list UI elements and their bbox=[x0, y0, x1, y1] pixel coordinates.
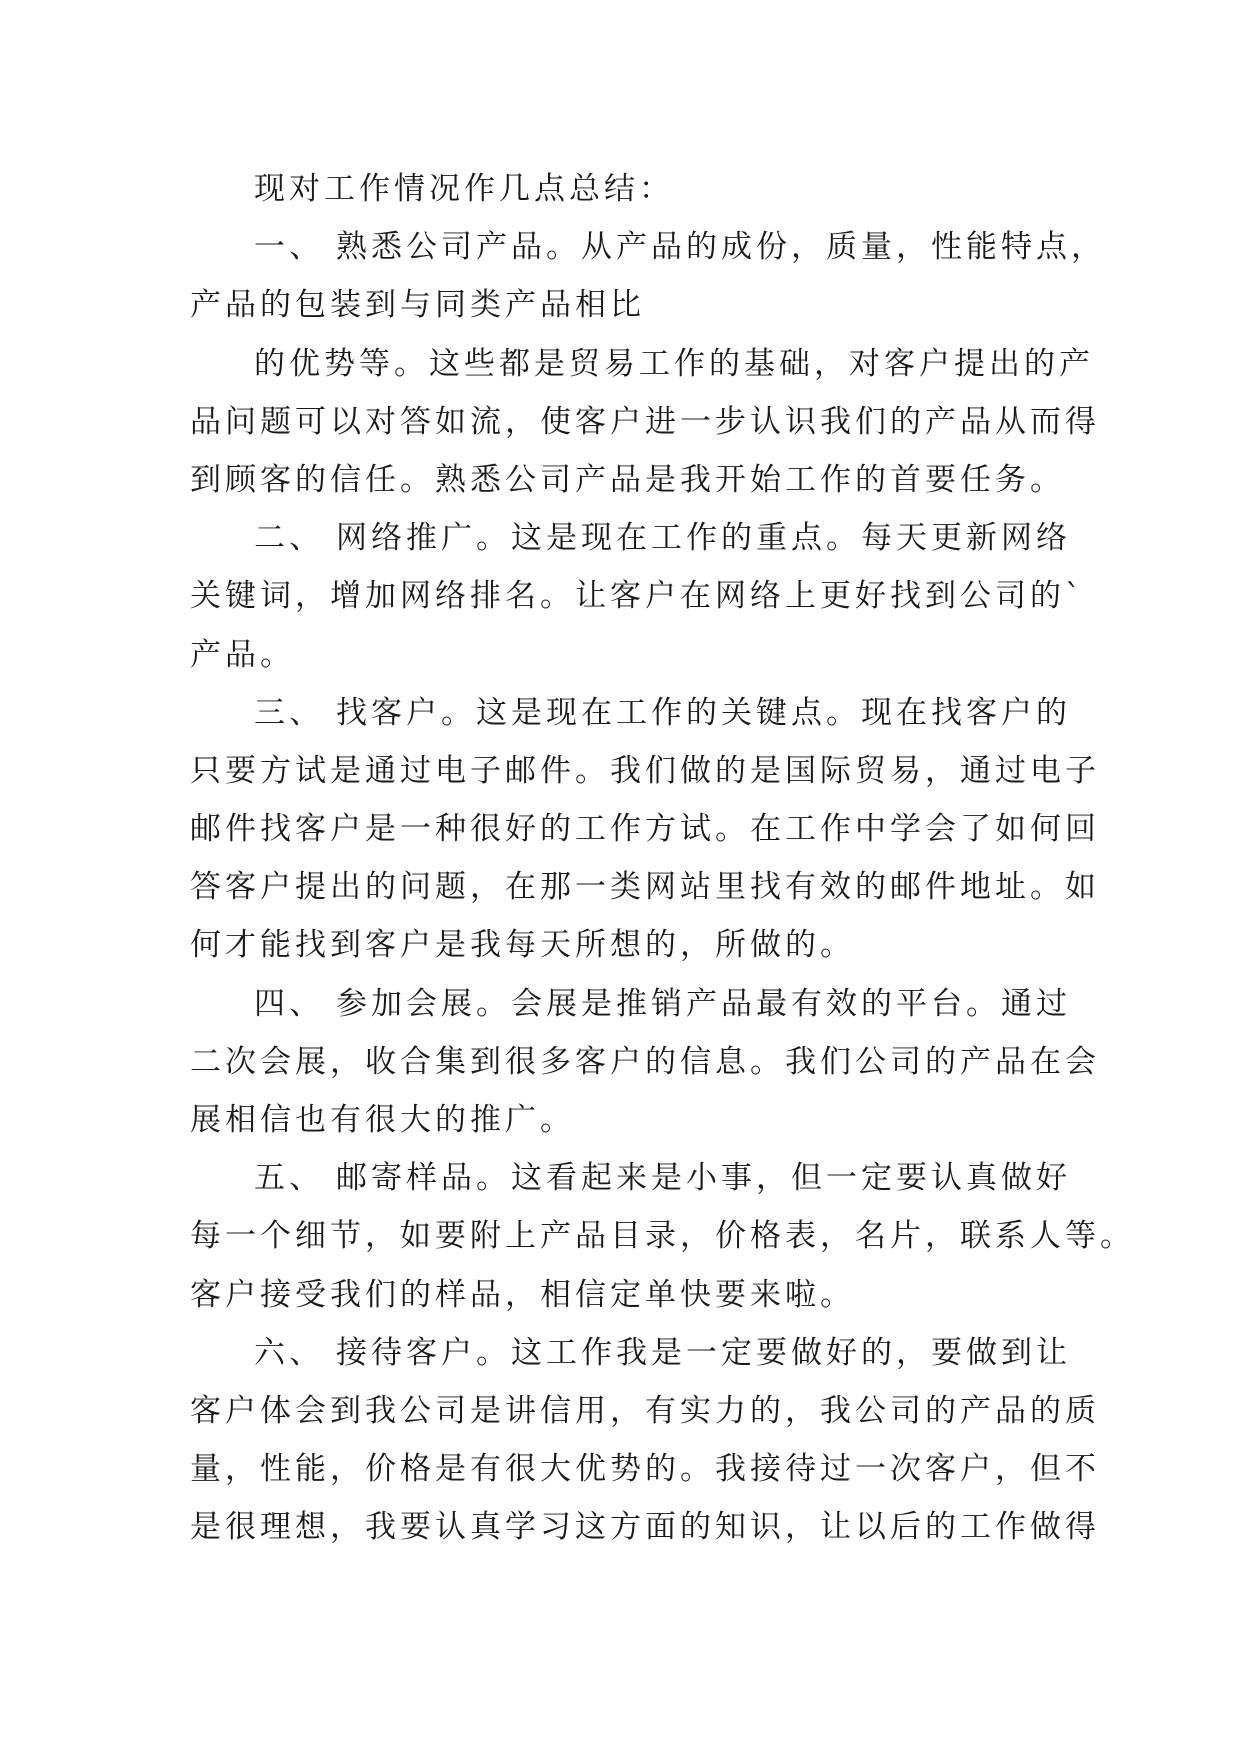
section-5-line-1: 邮寄样品。这看起来是小事，但一定要认真做好 bbox=[336, 1160, 1071, 1197]
section-2-heading-line bbox=[190, 509, 1070, 567]
section-1-line-4: 品问题可以对答如流，使客户进一步认识我们的产品从而得 bbox=[190, 403, 1100, 440]
section-3-marker: 三、 bbox=[254, 694, 324, 731]
section-1-line-1: 熟悉公司产品。从产品的成份，质量，性能特点， bbox=[336, 229, 1106, 266]
section-3-line-3: 邮件找客户是一种很好的工作方试。在工作中学会了如何回 bbox=[190, 811, 1100, 848]
section-2-line-2: 关键词，增加网络排名。让客户在网络上更好找到公司的` bbox=[190, 578, 1085, 615]
section-3-line-1: 找客户。这是现在工作的关键点。现在找客户的 bbox=[336, 694, 1071, 731]
section-5-heading-line bbox=[190, 1149, 1070, 1207]
section-2-line-1: 网络推广。这是现在工作的重点。每天更新网络 bbox=[336, 520, 1071, 557]
section-2-line-3: 产品。 bbox=[190, 636, 295, 673]
section-6-heading-line bbox=[190, 1324, 1070, 1382]
section-6-line-3: 量，性能，价格是有很大优势的。我接待过一次客户，但不 bbox=[190, 1451, 1100, 1488]
section-3-heading-line bbox=[190, 684, 1070, 742]
section-5-line-3: 客户接受我们的样品，相信定单快要来啦。 bbox=[190, 1276, 855, 1313]
section-1-line-2: 产品的包装到与同类产品相比 bbox=[190, 287, 645, 324]
section-4-heading-line bbox=[190, 975, 1070, 1033]
section-3-line-2: 只要方试是通过电子邮件。我们做的是国际贸易，通过电子 bbox=[190, 752, 1100, 789]
section-1-line-5: 到顾客的信任。熟悉公司产品是我开始工作的首要任务。 bbox=[190, 461, 1065, 498]
section-6-line-4: 是很理想，我要认真学习这方面的知识，让以后的工作做得 bbox=[190, 1509, 1100, 1546]
section-1-heading-line bbox=[190, 218, 1106, 276]
section-4-line-3: 展相信也有很大的推广。 bbox=[190, 1102, 575, 1138]
section-3-line-5: 何才能找到客户是我每天所想的，所做的。 bbox=[190, 927, 855, 964]
section-6-marker: 六、 bbox=[254, 1334, 324, 1371]
section-3-line-4: 答客户提出的问题，在那一类网站里找有效的邮件地址。如 bbox=[190, 869, 1100, 906]
intro-paragraph: 现对工作情况作几点总结： bbox=[254, 171, 674, 207]
section-2-marker: 二、 bbox=[254, 520, 324, 557]
section-5-marker: 五、 bbox=[254, 1160, 324, 1197]
section-5-line-2: 每一个细节，如要附上产品目录，价格表，名片，联系人等。 bbox=[190, 1218, 1135, 1255]
section-4-line-1: 参加会展。会展是推销产品最有效的平台。通过 bbox=[336, 985, 1071, 1022]
section-6-line-2: 客户体会到我公司是讲信用，有实力的，我公司的产品的质 bbox=[190, 1392, 1100, 1429]
section-1-line-3: 的优势等。这些都是贸易工作的基础，对客户提出的产 bbox=[254, 345, 1094, 382]
section-1-marker: 一、 bbox=[254, 229, 324, 266]
section-4-marker: 四、 bbox=[254, 985, 324, 1022]
document-body bbox=[190, 160, 1135, 1557]
section-4-line-2: 二次会展，收合集到很多客户的信息。我们公司的产品在会 bbox=[190, 1043, 1100, 1080]
section-6-line-1: 接待客户。这工作我是一定要做好的，要做到让 bbox=[336, 1334, 1071, 1371]
